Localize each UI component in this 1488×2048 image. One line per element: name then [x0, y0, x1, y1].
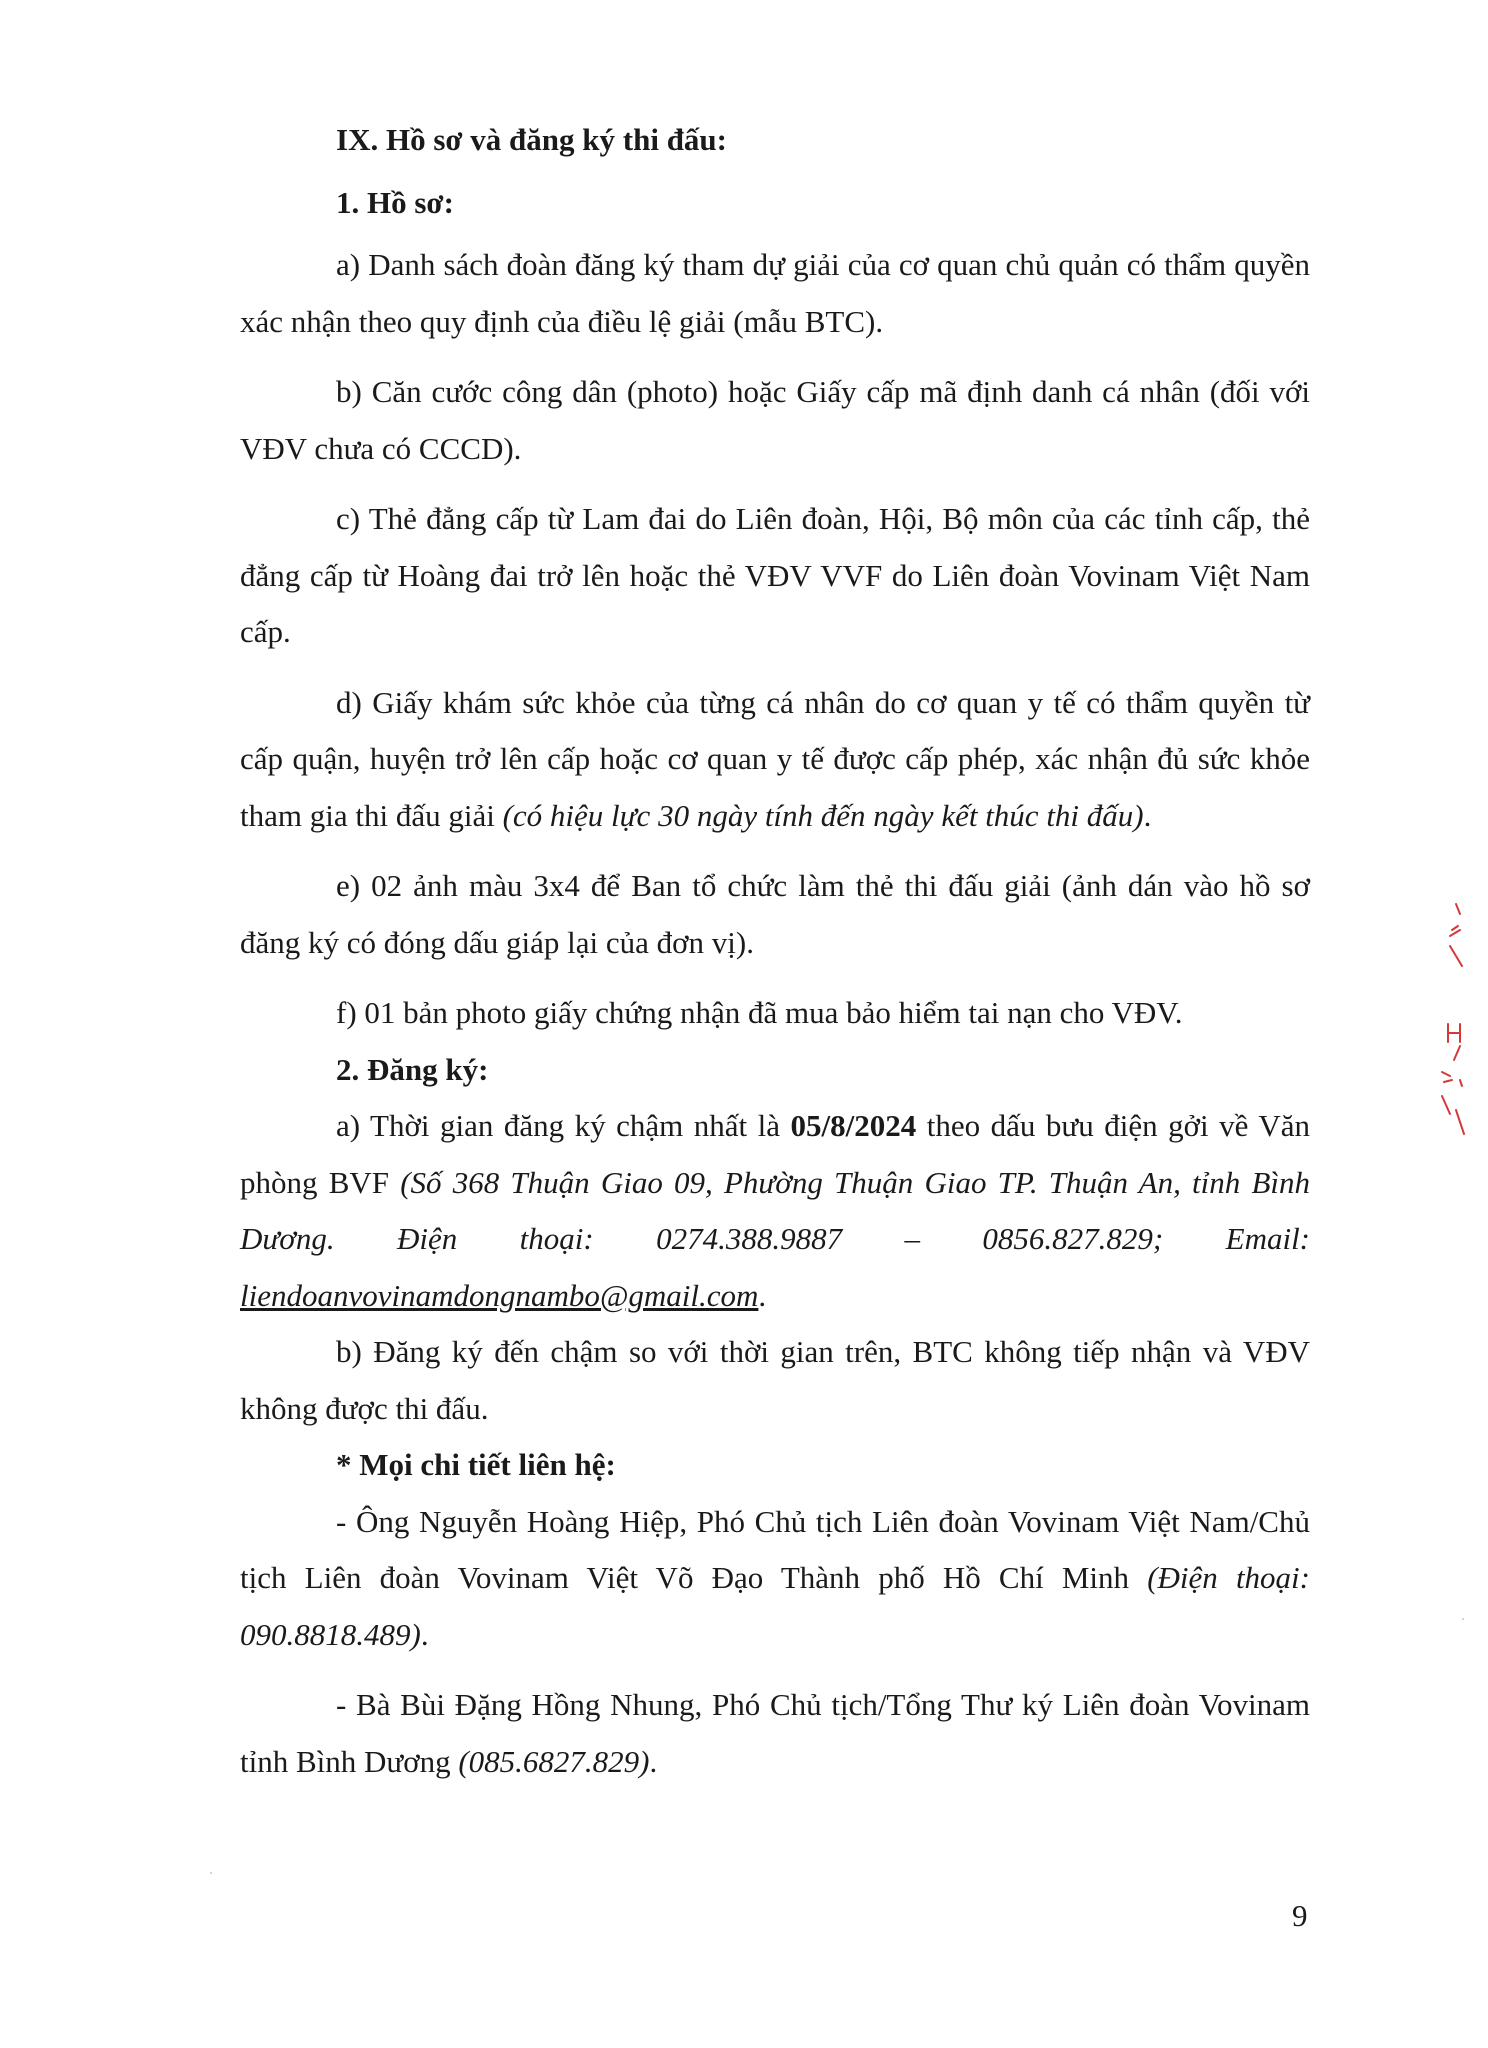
contact-item-1-end: . [420, 1616, 429, 1652]
contact-title: * Mọi chi tiết liên hệ: [336, 1447, 616, 1482]
registration-item-a-end: . [758, 1277, 767, 1313]
section-title: IX. Hồ sơ và đăng ký thi đấu: [336, 122, 727, 157]
pen-stroke [1460, 1080, 1462, 1086]
document-body [240, 112, 1310, 1790]
registration-deadline: 05/8/2024 [790, 1108, 917, 1143]
pen-stroke [1456, 1110, 1464, 1134]
pen-stroke [1450, 926, 1460, 936]
records-item-b: b) Căn cước công dân (photo) hoặc Giấy cấp mã định danh cá nhân (đối với VĐV chưa có CCCD). [240, 374, 1310, 466]
contact-item-1-text: - Ông Nguyễn Hoàng Hiệp, Phó Chủ tịch Liên đoàn Vovinam Việt Nam/Chủ tịch Liên đoàn Vovinam Việt Võ Đạo Thành phố Hồ Chí Minh [240, 1503, 1310, 1595]
margin-pen-strokes [1442, 904, 1464, 1134]
contact-item-2-end: . [649, 1743, 658, 1779]
contact-item-1 [240, 1494, 1310, 1664]
pen-stroke [1450, 946, 1462, 966]
contact-item-2-phone: (085.6827.829) [458, 1743, 650, 1779]
registration-item-a-pre: a) Thời gian đăng ký chậm nhất là [336, 1108, 791, 1143]
subsection-title-registration: 2. Đăng ký: [336, 1051, 489, 1087]
contact-item-2-text: - Bà Bùi Đặng Hồng Nhung, Phó Chủ tịch/Tổng Thư ký Liên đoàn Vovinam tỉnh Bình Dương [240, 1687, 1310, 1779]
contact-item-2 [240, 1677, 1310, 1790]
pen-stroke [1448, 1024, 1460, 1042]
scan-speck [1462, 1618, 1464, 1620]
page-number: 9 [1292, 1898, 1308, 1933]
pen-stroke [1454, 1046, 1460, 1060]
records-item-d [240, 675, 1310, 845]
margin-signature-marks [1420, 900, 1470, 1140]
records-item-a: a) Danh sách đoàn đăng ký tham dự giải của cơ quan chủ quản có thẩm quyền xác nhận theo quy định của điều lệ giải (mẫu BTC). [240, 247, 1310, 339]
records-item-d-validity: (có hiệu lực 30 ngày tính đến ngày kết thúc thi đấu) [502, 797, 1144, 833]
pen-stroke [1442, 1072, 1452, 1082]
records-item-d-text: d) Giấy khám sức khỏe của từng cá nhân do cơ quan y tế có thẩm quyền từ cấp quận, huyện trở lên cấp hoặc cơ quan y tế được cấp phép, xác nhận đủ sức khỏe tham gia thi đấu giải [240, 684, 1310, 833]
registration-item-a-post: theo dấu bưu điện gởi về Văn phòng BVF [240, 1108, 1310, 1200]
pen-stroke [1456, 904, 1460, 914]
registration-item-a [240, 1098, 1310, 1324]
subsection-title-records: 1. Hồ sơ: [336, 184, 454, 220]
registration-item-b: b) Đăng ký đến chậm so với thời gian trên, BTC không tiếp nhận và VĐV không được thi đấu. [240, 1334, 1310, 1426]
records-item-e: e) 02 ảnh màu 3x4 để Ban tổ chức làm thẻ thi đấu giải (ảnh dán vào hồ sơ đăng ký có đóng dấu giáp lại của đơn vị). [240, 868, 1310, 960]
records-item-c: c) Thẻ đẳng cấp từ Lam đai do Liên đoàn, Hội, Bộ môn của các tỉnh cấp, thẻ đẳng cấp từ Hoàng đai trở lên hoặc thẻ VĐV VVF do Liên đoàn Vovinam Việt Nam cấp. [240, 501, 1310, 649]
pen-stroke [1442, 1096, 1450, 1114]
records-item-d-end: . [1143, 797, 1152, 833]
registration-email-link[interactable]: liendoanvovinamdongnambo@gmail.com [240, 1277, 759, 1313]
contact-item-1-phone: (Điện thoại: 090.8818.489) [240, 1560, 1310, 1652]
registration-address: (Số 368 Thuận Giao 09, Phường Thuận Giao TP. Thuận An, tỉnh Bình Dương. Điện thoại: 0274.388.9887 – 0856.827.829; Email: [240, 1164, 1310, 1256]
scan-speck [210, 1872, 212, 1874]
records-item-f: f) 01 bản photo giấy chứng nhận đã mua bảo hiểm tai nạn cho VĐV. [336, 995, 1183, 1030]
